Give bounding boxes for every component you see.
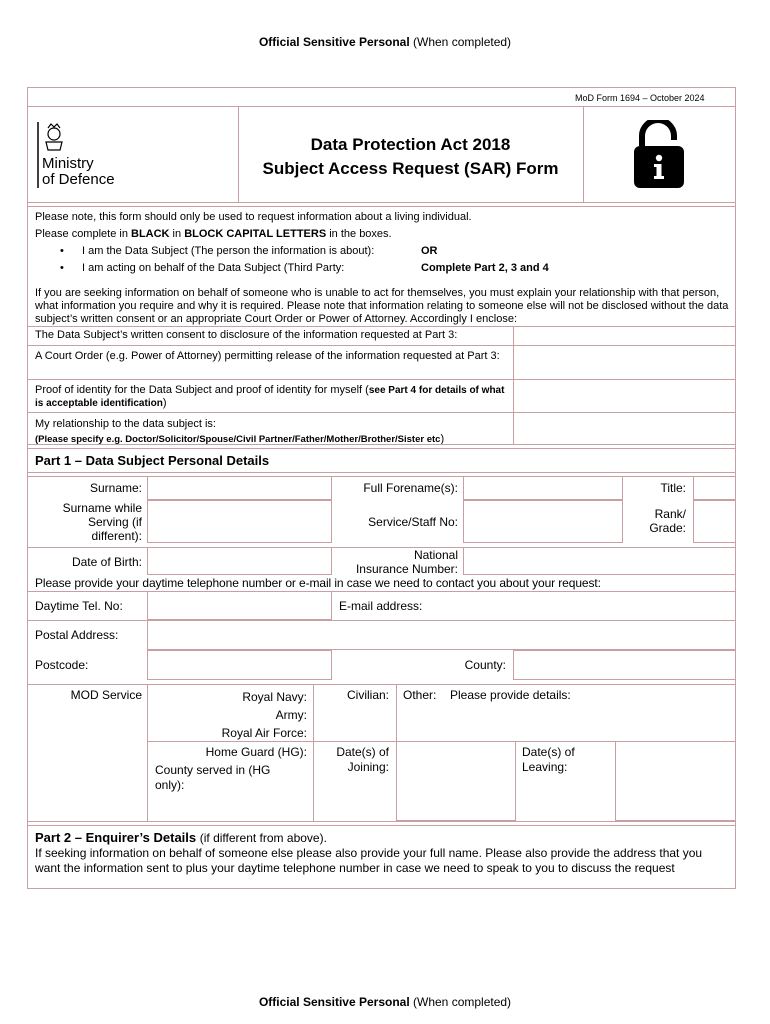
part1-heading: Part 1 – Data Subject Personal Details bbox=[35, 453, 270, 468]
joining-2: Joining: bbox=[347, 760, 389, 774]
rank-input[interactable] bbox=[693, 500, 736, 543]
leaving-date-input[interactable] bbox=[615, 741, 736, 821]
part2-heading-note: (if different from above). bbox=[199, 831, 327, 845]
army-label: Army: bbox=[275, 708, 307, 722]
rank-label bbox=[626, 507, 686, 535]
surname-serving-1: Surname while bbox=[62, 501, 142, 515]
leaving-2: Leaving: bbox=[522, 760, 568, 774]
surname-label: Surname: bbox=[89, 481, 142, 495]
dob-input[interactable] bbox=[147, 547, 332, 575]
relationship-post: ) bbox=[440, 433, 445, 445]
banner-bold: Official Sensitive Personal bbox=[258, 995, 410, 1009]
bullet-third-party: I am acting on behalf of the Data Subject (Third Party: bbox=[82, 262, 345, 274]
county-input[interactable] bbox=[513, 650, 736, 680]
bullet-complete-parts: Complete Part 2, 3 and 4 bbox=[421, 262, 549, 274]
banner-bold: Official Sensitive Personal bbox=[258, 35, 410, 49]
other-details-label: Please provide details: bbox=[450, 688, 571, 702]
banner-normal: (When completed) bbox=[413, 995, 512, 1009]
postal-input[interactable] bbox=[147, 620, 736, 650]
surname-input[interactable] bbox=[147, 476, 332, 500]
forenames-label: Full Forename(s): bbox=[363, 481, 458, 495]
joining-date-input[interactable] bbox=[396, 741, 516, 821]
tel-label: Daytime Tel. No: bbox=[35, 599, 123, 613]
complete-pre: Please complete in bbox=[35, 228, 131, 240]
page-title bbox=[238, 133, 583, 181]
complete-mid: in bbox=[169, 228, 185, 240]
postcode-input[interactable] bbox=[147, 650, 332, 680]
leaving-label bbox=[522, 745, 575, 775]
padlock-info-icon bbox=[632, 120, 686, 195]
tel-input[interactable] bbox=[147, 591, 332, 620]
relationship-examples: (Please specify e.g. Doctor/Solicitor/Spouse/Civil Partner/Father/Mother/Brother/Sister etc bbox=[35, 434, 441, 445]
proof-post: ) bbox=[162, 397, 167, 409]
ni-1: National bbox=[413, 548, 458, 562]
title-input[interactable] bbox=[693, 476, 736, 500]
banner-normal: (When completed) bbox=[413, 35, 512, 49]
logo-text bbox=[42, 156, 115, 188]
leaving-1: Date(s) of bbox=[522, 745, 575, 759]
mod-service-label: MOD Service bbox=[70, 688, 142, 702]
proof-pre: Proof of identity for the Data Subject and proof of identity for myself ( bbox=[35, 384, 369, 396]
contact-note: Please provide your daytime telephone number or e-mail in case we need to contact you about your request: bbox=[35, 576, 601, 590]
service-no-input[interactable] bbox=[463, 500, 623, 543]
classification-banner-top bbox=[0, 35, 770, 50]
royal-navy-label: Royal Navy: bbox=[242, 690, 307, 704]
county-served-label bbox=[155, 763, 270, 793]
part2-heading-row bbox=[35, 830, 327, 846]
joining-1: Date(s) of bbox=[336, 745, 389, 759]
postal-label: Postal Address: bbox=[35, 628, 119, 642]
title-line-2: Subject Access Request (SAR) Form bbox=[262, 159, 559, 178]
dob-label: Date of Birth: bbox=[71, 555, 142, 569]
title-label: Title: bbox=[660, 481, 686, 495]
form-reference: MoD Form 1694 – October 2024 bbox=[575, 93, 705, 103]
service-branches bbox=[150, 688, 307, 742]
rank-2: Grade: bbox=[649, 521, 686, 535]
home-guard-label: Home Guard (HG): bbox=[205, 745, 307, 759]
complete-caps: BLOCK CAPITAL LETTERS bbox=[184, 228, 327, 240]
other-label: Other: bbox=[403, 688, 437, 702]
complete-post: in the boxes. bbox=[326, 228, 392, 240]
part2-paragraph: If seeking information on behalf of someone else please also provide your full name. Please also provide the address that you want the information sent to plus your daytime telephone number in case we need to speak to you to discuss the request bbox=[35, 846, 703, 875]
classification-banner-bottom bbox=[0, 995, 770, 1010]
raf-label: Royal Air Force: bbox=[221, 726, 307, 740]
logo-line-2: of Defence bbox=[42, 171, 115, 188]
ni-label bbox=[335, 548, 458, 576]
ni-2: Insurance Number: bbox=[355, 562, 458, 576]
relationship-label bbox=[35, 418, 513, 446]
surname-serving-3: different): bbox=[91, 529, 142, 543]
email-label: E-mail address: bbox=[339, 599, 423, 613]
relationship-text: My relationship to the data subject is: bbox=[35, 418, 216, 430]
logo-line-1: Ministry bbox=[42, 155, 94, 172]
intro-complete bbox=[35, 228, 392, 241]
ni-input[interactable] bbox=[463, 547, 736, 575]
civilian-label: Civilian: bbox=[346, 688, 389, 702]
joining-label bbox=[316, 745, 389, 775]
title-line-1: Data Protection Act 2018 bbox=[310, 135, 511, 154]
court-order-label: A Court Order (e.g. Power of Attorney) permitting release of the information requested at Part 3: bbox=[35, 350, 500, 362]
bullet-icon: • bbox=[60, 245, 64, 257]
forenames-input[interactable] bbox=[463, 476, 623, 500]
bullet-icon: • bbox=[60, 262, 64, 274]
surname-serving-input[interactable] bbox=[147, 500, 332, 543]
rank-1: Rank/ bbox=[654, 507, 686, 521]
postcode-label: Postcode: bbox=[35, 658, 89, 672]
bullet-data-subject: I am the Data Subject (The person the information is about): bbox=[82, 245, 375, 257]
intro-note: Please note, this form should only be used to request information about a living individual. bbox=[35, 211, 472, 223]
service-no-label: Service/Staff No: bbox=[368, 515, 458, 529]
surname-serving-2: Serving (if bbox=[87, 515, 142, 529]
intro-paragraph: If you are seeking information on behalf of someone who is unable to act for themselves, you must explain your relationship with that person, what information you require and why it is required. Please note that information relating to someone else will not be disclosed without the data subject’s written consent or an appropriate Court Order or Power of Attorney. Accordingly I enclose: bbox=[35, 287, 729, 325]
bullet-or: OR bbox=[421, 245, 438, 257]
consent-label: The Data Subject’s written consent to disclosure of the information requested at Part 3: bbox=[35, 329, 458, 341]
part2-heading: Part 2 – Enquirer’s Details bbox=[35, 830, 197, 845]
county-served-1: County served in (HG bbox=[155, 763, 271, 777]
surname-serving-label bbox=[30, 501, 142, 543]
proof-identity-label bbox=[35, 384, 510, 410]
complete-black: BLACK bbox=[131, 228, 170, 240]
county-served-2: only): bbox=[155, 778, 185, 792]
proof-bold: see Part 4 for details of what is acceptable identification bbox=[35, 385, 505, 409]
county-label: County: bbox=[464, 658, 506, 672]
